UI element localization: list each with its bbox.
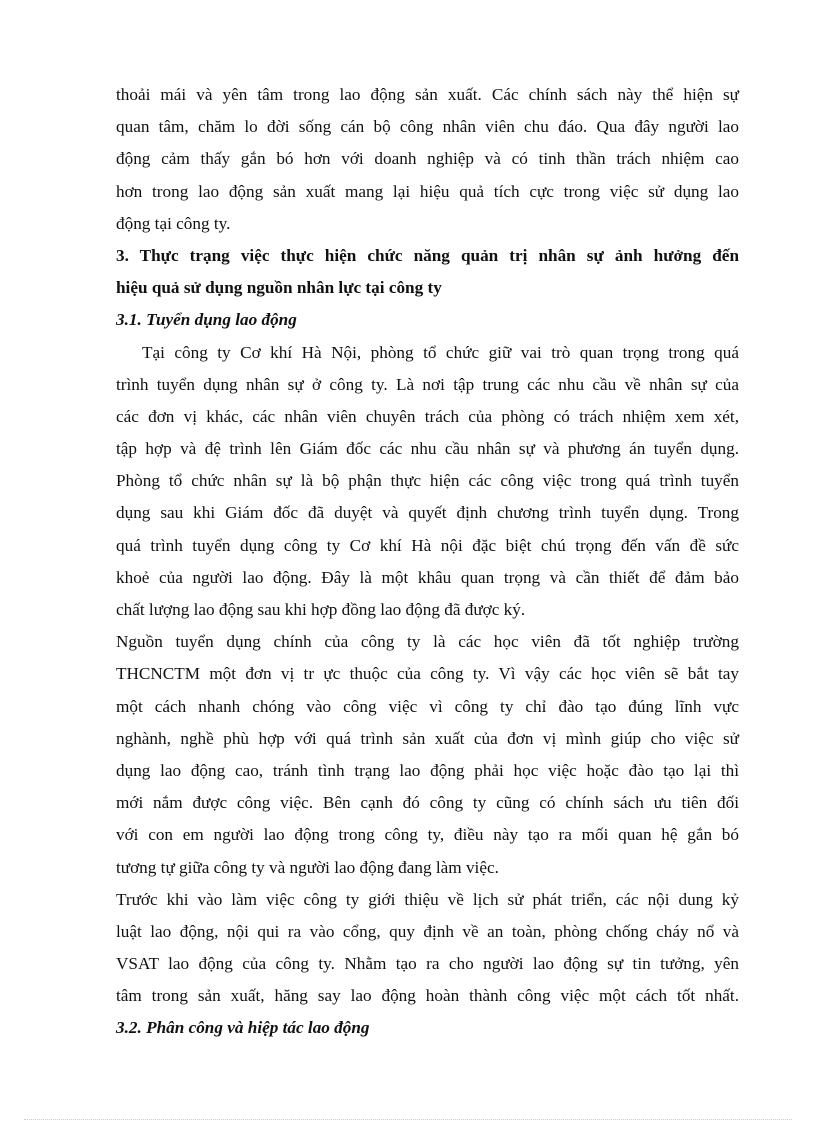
text-line: dụng lao động cao, tránh tình trạng lao động phải học việc hoặc đào tạo lại thì [116, 760, 739, 780]
subsection-heading-line: 3.2. Phân công và hiệp tác lao động [116, 1018, 370, 1038]
text-line: dụng sau khi Giám đốc đã duyệt và quyết định chương trình tuyển dụng. Trong [116, 503, 739, 523]
text-line: luật lao động, nội qui ra vào cổng, quy định về an toàn, phòng chống cháy nổ và [116, 921, 739, 941]
text-line: quá trình tuyển dụng công ty Cơ khí Hà nội đặc biệt chú trọng đến vấn đề sức [116, 535, 739, 555]
text-line: Nguồn tuyển dụng chính của công ty là các học viên đã tốt nghiệp trường [116, 632, 739, 652]
text-line: với con em người lao động trong công ty, điều này tạo ra mối quan hệ gắn bó [116, 825, 739, 845]
text-line: Tại công ty Cơ khí Hà Nội, phòng tổ chức giữ vai trò quan trọng trong quá [142, 342, 739, 362]
text-line: THCNCTM một đơn vị tr ực thuộc của công ty. Vì vậy các học viên sẽ bắt tay [116, 664, 739, 684]
text-line: một cách nhanh chóng vào công việc vì công ty chỉ đào tạo đúng lĩnh vực [116, 696, 739, 716]
text-line: Trước khi vào làm việc công ty giới thiệu về lịch sử phát triển, các nội dung kỷ [116, 889, 739, 909]
page-bottom-border [24, 1119, 792, 1120]
text-line: khoẻ của người lao động. Đây là một khâu quan trọng và cần thiết để đảm bảo [116, 567, 739, 587]
subsection-heading-line: 3.1. Tuyển dụng lao động [116, 310, 297, 330]
text-line: hơn trong lao động sản xuất mang lại hiệu quả tích cực trong việc sử dụng lao [116, 181, 739, 201]
text-line: động cảm thấy gắn bó hơn với doanh nghiệp và có tinh thần trách nhiệm cao [116, 149, 739, 169]
text-line: các đơn vị khác, các nhân viên chuyên trách của phòng có trách nhiệm xem xét, [116, 406, 739, 426]
text-line: thoải mái và yên tâm trong lao động sản xuất. Các chính sách này thể hiện sự [116, 85, 739, 104]
text-line: trình tuyển dụng nhân sự ở công ty. Là nơi tập trung các nhu cầu về nhân sự của [116, 374, 739, 394]
text-line: động tại công ty. [116, 213, 231, 233]
text-line: mới nắm được công việc. Bên cạnh đó công ty cũng có chính sách ưu tiên đối [116, 793, 739, 813]
text-line: Phòng tổ chức nhân sự là bộ phận thực hiện các công việc trong quá trình tuyển [116, 471, 739, 491]
text-line: quan tâm, chăm lo đời sống cán bộ công nhân viên chu đáo. Qua đây người lao [116, 117, 739, 137]
text-line: tương tự giữa công ty và người lao động đang làm việc. [116, 857, 499, 877]
text-line: nghành, nghề phù hợp với quá trình sản xuất của đơn vị mình giúp cho việc sử [116, 728, 739, 748]
text-line: VSAT lao động của công ty. Nhằm tạo ra cho người lao động sự tin tưởng, yên [116, 954, 739, 974]
section-heading-line: hiệu quả sử dụng nguồn nhân lực tại công ty [116, 278, 442, 298]
text-line: tâm trong sản xuất, hăng say lao động hoàn thành công việc một cách tốt nhất. [116, 986, 739, 1006]
document-page [116, 79, 739, 1045]
text-line: tập hợp và đệ trình lên Giám đốc các nhu cầu nhân sự và phương án tuyển dụng. [116, 439, 739, 459]
text-line: chất lượng lao động sau khi hợp đồng lao động đã được ký. [116, 600, 526, 619]
section-heading-line: 3. Thực trạng việc thực hiện chức năng quản trị nhân sự ảnh hưởng đến [116, 245, 739, 265]
